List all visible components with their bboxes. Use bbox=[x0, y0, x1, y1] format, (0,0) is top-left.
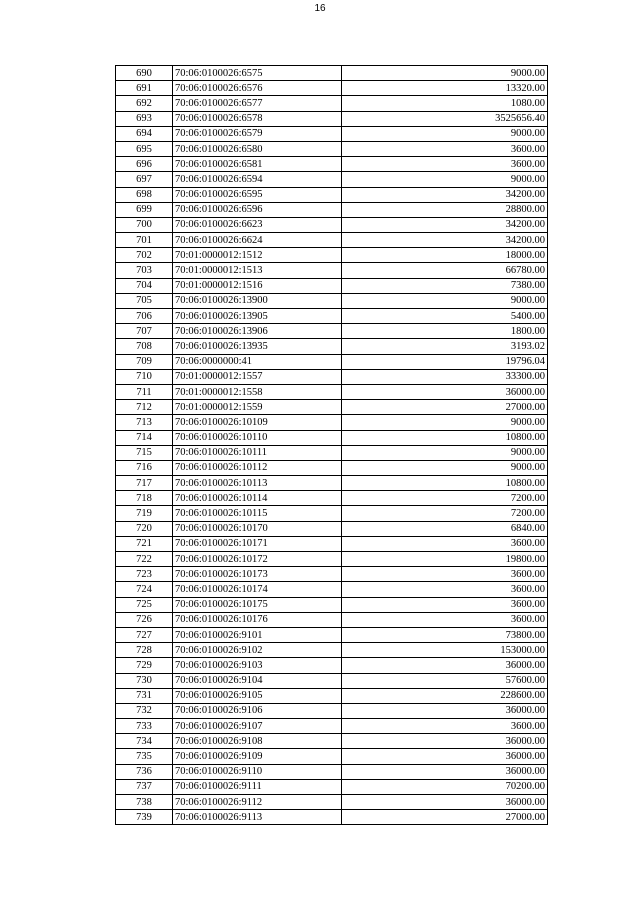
row-number-cell: 731 bbox=[116, 688, 173, 703]
row-number-cell: 719 bbox=[116, 506, 173, 521]
table-row bbox=[116, 430, 548, 445]
table-row bbox=[116, 126, 548, 141]
cadastral-number-cell: 70:06:0100026:10172 bbox=[173, 552, 342, 567]
value-cell: 3600.00 bbox=[342, 597, 548, 612]
row-number-cell: 703 bbox=[116, 263, 173, 278]
value-cell: 9000.00 bbox=[342, 293, 548, 308]
records-table-body bbox=[116, 66, 548, 825]
row-number-cell: 718 bbox=[116, 491, 173, 506]
value-cell: 36000.00 bbox=[342, 658, 548, 673]
row-number-cell: 735 bbox=[116, 749, 173, 764]
cadastral-number-cell: 70:06:0100026:9112 bbox=[173, 795, 342, 810]
value-cell: 10800.00 bbox=[342, 476, 548, 491]
row-number-cell: 697 bbox=[116, 172, 173, 187]
table-row bbox=[116, 202, 548, 217]
table-row bbox=[116, 217, 548, 232]
cadastral-number-cell: 70:06:0100026:10175 bbox=[173, 597, 342, 612]
table-row bbox=[116, 369, 548, 384]
value-cell: 1080.00 bbox=[342, 96, 548, 111]
cadastral-number-cell: 70:06:0100026:9111 bbox=[173, 779, 342, 794]
cadastral-number-cell: 70:06:0100026:10109 bbox=[173, 415, 342, 430]
cadastral-number-cell: 70:06:0100026:10113 bbox=[173, 476, 342, 491]
value-cell: 57600.00 bbox=[342, 673, 548, 688]
cadastral-number-cell: 70:06:0100026:6624 bbox=[173, 233, 342, 248]
value-cell: 3600.00 bbox=[342, 157, 548, 172]
value-cell: 19796.04 bbox=[342, 354, 548, 369]
cadastral-number-cell: 70:06:0100026:6576 bbox=[173, 81, 342, 96]
row-number-cell: 707 bbox=[116, 324, 173, 339]
row-number-cell: 727 bbox=[116, 627, 173, 642]
table-row bbox=[116, 734, 548, 749]
row-number-cell: 696 bbox=[116, 157, 173, 172]
cadastral-number-cell: 70:06:0100026:6595 bbox=[173, 187, 342, 202]
cadastral-number-cell: 70:06:0100026:9101 bbox=[173, 627, 342, 642]
row-number-cell: 722 bbox=[116, 552, 173, 567]
table-row bbox=[116, 795, 548, 810]
page-number: 16 bbox=[314, 3, 326, 14]
cadastral-number-cell: 70:06:0100026:6596 bbox=[173, 202, 342, 217]
cadastral-number-cell: 70:06:0100026:6581 bbox=[173, 157, 342, 172]
value-cell: 1800.00 bbox=[342, 324, 548, 339]
cadastral-number-cell: 70:06:0100026:10173 bbox=[173, 567, 342, 582]
value-cell: 36000.00 bbox=[342, 749, 548, 764]
value-cell: 36000.00 bbox=[342, 764, 548, 779]
cadastral-number-cell: 70:06:0100026:13906 bbox=[173, 324, 342, 339]
row-number-cell: 733 bbox=[116, 719, 173, 734]
value-cell: 73800.00 bbox=[342, 627, 548, 642]
row-number-cell: 695 bbox=[116, 141, 173, 156]
row-number-cell: 721 bbox=[116, 536, 173, 551]
cadastral-number-cell: 70:01:0000012:1512 bbox=[173, 248, 342, 263]
row-number-cell: 737 bbox=[116, 779, 173, 794]
cadastral-number-cell: 70:06:0100026:9102 bbox=[173, 643, 342, 658]
cadastral-number-cell: 70:06:0100026:9109 bbox=[173, 749, 342, 764]
value-cell: 7200.00 bbox=[342, 491, 548, 506]
row-number-cell: 713 bbox=[116, 415, 173, 430]
value-cell: 7200.00 bbox=[342, 506, 548, 521]
value-cell: 3525656.40 bbox=[342, 111, 548, 126]
row-number-cell: 724 bbox=[116, 582, 173, 597]
table-row bbox=[116, 627, 548, 642]
table-row bbox=[116, 643, 548, 658]
cadastral-number-cell: 70:06:0100026:6578 bbox=[173, 111, 342, 126]
cadastral-number-cell: 70:06:0100026:9107 bbox=[173, 719, 342, 734]
row-number-cell: 702 bbox=[116, 248, 173, 263]
cadastral-number-cell: 70:06:0100026:6623 bbox=[173, 217, 342, 232]
table-row bbox=[116, 810, 548, 825]
cadastral-number-cell: 70:06:0100026:10115 bbox=[173, 506, 342, 521]
cadastral-number-cell: 70:06:0100026:10114 bbox=[173, 491, 342, 506]
row-number-cell: 693 bbox=[116, 111, 173, 126]
records-table bbox=[115, 65, 548, 825]
table-row bbox=[116, 400, 548, 415]
row-number-cell: 691 bbox=[116, 81, 173, 96]
cadastral-number-cell: 70:06:0100026:10171 bbox=[173, 536, 342, 551]
cadastral-number-cell: 70:06:0100026:9106 bbox=[173, 703, 342, 718]
value-cell: 9000.00 bbox=[342, 66, 548, 81]
value-cell: 3600.00 bbox=[342, 612, 548, 627]
table-row bbox=[116, 597, 548, 612]
row-number-cell: 700 bbox=[116, 217, 173, 232]
row-number-cell: 716 bbox=[116, 460, 173, 475]
cadastral-number-cell: 70:06:0100026:10170 bbox=[173, 521, 342, 536]
table-row bbox=[116, 384, 548, 399]
value-cell: 3193.02 bbox=[342, 339, 548, 354]
value-cell: 33300.00 bbox=[342, 369, 548, 384]
table-row bbox=[116, 445, 548, 460]
value-cell: 27000.00 bbox=[342, 810, 548, 825]
table-row bbox=[116, 81, 548, 96]
cadastral-number-cell: 70:01:0000012:1516 bbox=[173, 278, 342, 293]
value-cell: 36000.00 bbox=[342, 734, 548, 749]
row-number-cell: 694 bbox=[116, 126, 173, 141]
table-row bbox=[116, 460, 548, 475]
row-number-cell: 710 bbox=[116, 369, 173, 384]
row-number-cell: 723 bbox=[116, 567, 173, 582]
row-number-cell: 690 bbox=[116, 66, 173, 81]
table-row bbox=[116, 172, 548, 187]
value-cell: 34200.00 bbox=[342, 187, 548, 202]
cadastral-number-cell: 70:06:0100026:6577 bbox=[173, 96, 342, 111]
cadastral-number-cell: 70:06:0100026:10112 bbox=[173, 460, 342, 475]
table-row bbox=[116, 521, 548, 536]
table-row bbox=[116, 187, 548, 202]
cadastral-number-cell: 70:06:0100026:6575 bbox=[173, 66, 342, 81]
row-number-cell: 701 bbox=[116, 233, 173, 248]
cadastral-number-cell: 70:06:0100026:10174 bbox=[173, 582, 342, 597]
cadastral-number-cell: 70:06:0100026:9103 bbox=[173, 658, 342, 673]
value-cell: 9000.00 bbox=[342, 460, 548, 475]
value-cell: 153000.00 bbox=[342, 643, 548, 658]
value-cell: 36000.00 bbox=[342, 795, 548, 810]
value-cell: 9000.00 bbox=[342, 415, 548, 430]
row-number-cell: 706 bbox=[116, 309, 173, 324]
row-number-cell: 732 bbox=[116, 703, 173, 718]
table-row bbox=[116, 141, 548, 156]
value-cell: 28800.00 bbox=[342, 202, 548, 217]
row-number-cell: 729 bbox=[116, 658, 173, 673]
table-row bbox=[116, 309, 548, 324]
value-cell: 9000.00 bbox=[342, 445, 548, 460]
row-number-cell: 728 bbox=[116, 643, 173, 658]
cadastral-number-cell: 70:06:0100026:13900 bbox=[173, 293, 342, 308]
table-row bbox=[116, 779, 548, 794]
row-number-cell: 712 bbox=[116, 400, 173, 415]
table-row bbox=[116, 233, 548, 248]
table-row bbox=[116, 415, 548, 430]
table-row bbox=[116, 476, 548, 491]
row-number-cell: 708 bbox=[116, 339, 173, 354]
row-number-cell: 715 bbox=[116, 445, 173, 460]
value-cell: 9000.00 bbox=[342, 172, 548, 187]
cadastral-number-cell: 70:06:0100026:9113 bbox=[173, 810, 342, 825]
cadastral-number-cell: 70:06:0100026:6580 bbox=[173, 141, 342, 156]
table-row bbox=[116, 582, 548, 597]
value-cell: 10800.00 bbox=[342, 430, 548, 445]
row-number-cell: 730 bbox=[116, 673, 173, 688]
row-number-cell: 692 bbox=[116, 96, 173, 111]
row-number-cell: 717 bbox=[116, 476, 173, 491]
table-row bbox=[116, 339, 548, 354]
row-number-cell: 736 bbox=[116, 764, 173, 779]
cadastral-number-cell: 70:06:0100026:9104 bbox=[173, 673, 342, 688]
table-row bbox=[116, 293, 548, 308]
value-cell: 36000.00 bbox=[342, 384, 548, 399]
table-row bbox=[116, 111, 548, 126]
row-number-cell: 734 bbox=[116, 734, 173, 749]
cadastral-number-cell: 70:06:0100026:10111 bbox=[173, 445, 342, 460]
row-number-cell: 705 bbox=[116, 293, 173, 308]
row-number-cell: 726 bbox=[116, 612, 173, 627]
row-number-cell: 714 bbox=[116, 430, 173, 445]
table-row bbox=[116, 688, 548, 703]
table-row bbox=[116, 354, 548, 369]
cadastral-number-cell: 70:06:0100026:6594 bbox=[173, 172, 342, 187]
table-row bbox=[116, 536, 548, 551]
value-cell: 5400.00 bbox=[342, 309, 548, 324]
table-row bbox=[116, 552, 548, 567]
row-number-cell: 711 bbox=[116, 384, 173, 399]
value-cell: 34200.00 bbox=[342, 217, 548, 232]
table-row bbox=[116, 157, 548, 172]
cadastral-number-cell: 70:06:0100026:9105 bbox=[173, 688, 342, 703]
table-row bbox=[116, 248, 548, 263]
cadastral-number-cell: 70:01:0000012:1557 bbox=[173, 369, 342, 384]
cadastral-number-cell: 70:06:0100026:9110 bbox=[173, 764, 342, 779]
value-cell: 13320.00 bbox=[342, 81, 548, 96]
value-cell: 228600.00 bbox=[342, 688, 548, 703]
value-cell: 19800.00 bbox=[342, 552, 548, 567]
cadastral-number-cell: 70:06:0100026:9108 bbox=[173, 734, 342, 749]
row-number-cell: 725 bbox=[116, 597, 173, 612]
table-row bbox=[116, 324, 548, 339]
cadastral-number-cell: 70:06:0100026:13905 bbox=[173, 309, 342, 324]
value-cell: 6840.00 bbox=[342, 521, 548, 536]
table-row bbox=[116, 658, 548, 673]
table-row bbox=[116, 612, 548, 627]
cadastral-number-cell: 70:01:0000012:1558 bbox=[173, 384, 342, 399]
row-number-cell: 709 bbox=[116, 354, 173, 369]
value-cell: 27000.00 bbox=[342, 400, 548, 415]
table-row bbox=[116, 506, 548, 521]
table-row bbox=[116, 263, 548, 278]
row-number-cell: 720 bbox=[116, 521, 173, 536]
table-row bbox=[116, 96, 548, 111]
row-number-cell: 739 bbox=[116, 810, 173, 825]
cadastral-number-cell: 70:06:0100026:10176 bbox=[173, 612, 342, 627]
table-row bbox=[116, 278, 548, 293]
table-row bbox=[116, 703, 548, 718]
cadastral-number-cell: 70:01:0000012:1559 bbox=[173, 400, 342, 415]
value-cell: 3600.00 bbox=[342, 567, 548, 582]
value-cell: 34200.00 bbox=[342, 233, 548, 248]
row-number-cell: 698 bbox=[116, 187, 173, 202]
cadastral-number-cell: 70:06:0100026:13935 bbox=[173, 339, 342, 354]
row-number-cell: 738 bbox=[116, 795, 173, 810]
cadastral-number-cell: 70:06:0000000:41 bbox=[173, 354, 342, 369]
row-number-cell: 704 bbox=[116, 278, 173, 293]
value-cell: 3600.00 bbox=[342, 719, 548, 734]
table-row bbox=[116, 749, 548, 764]
value-cell: 3600.00 bbox=[342, 536, 548, 551]
table-row bbox=[116, 764, 548, 779]
value-cell: 7380.00 bbox=[342, 278, 548, 293]
cadastral-number-cell: 70:06:0100026:6579 bbox=[173, 126, 342, 141]
table-row bbox=[116, 719, 548, 734]
value-cell: 9000.00 bbox=[342, 126, 548, 141]
table-row bbox=[116, 673, 548, 688]
table-row bbox=[116, 66, 548, 81]
value-cell: 36000.00 bbox=[342, 703, 548, 718]
value-cell: 66780.00 bbox=[342, 263, 548, 278]
value-cell: 70200.00 bbox=[342, 779, 548, 794]
value-cell: 3600.00 bbox=[342, 141, 548, 156]
row-number-cell: 699 bbox=[116, 202, 173, 217]
cadastral-number-cell: 70:06:0100026:10110 bbox=[173, 430, 342, 445]
table-row bbox=[116, 491, 548, 506]
value-cell: 18000.00 bbox=[342, 248, 548, 263]
cadastral-number-cell: 70:01:0000012:1513 bbox=[173, 263, 342, 278]
table-row bbox=[116, 567, 548, 582]
value-cell: 3600.00 bbox=[342, 582, 548, 597]
